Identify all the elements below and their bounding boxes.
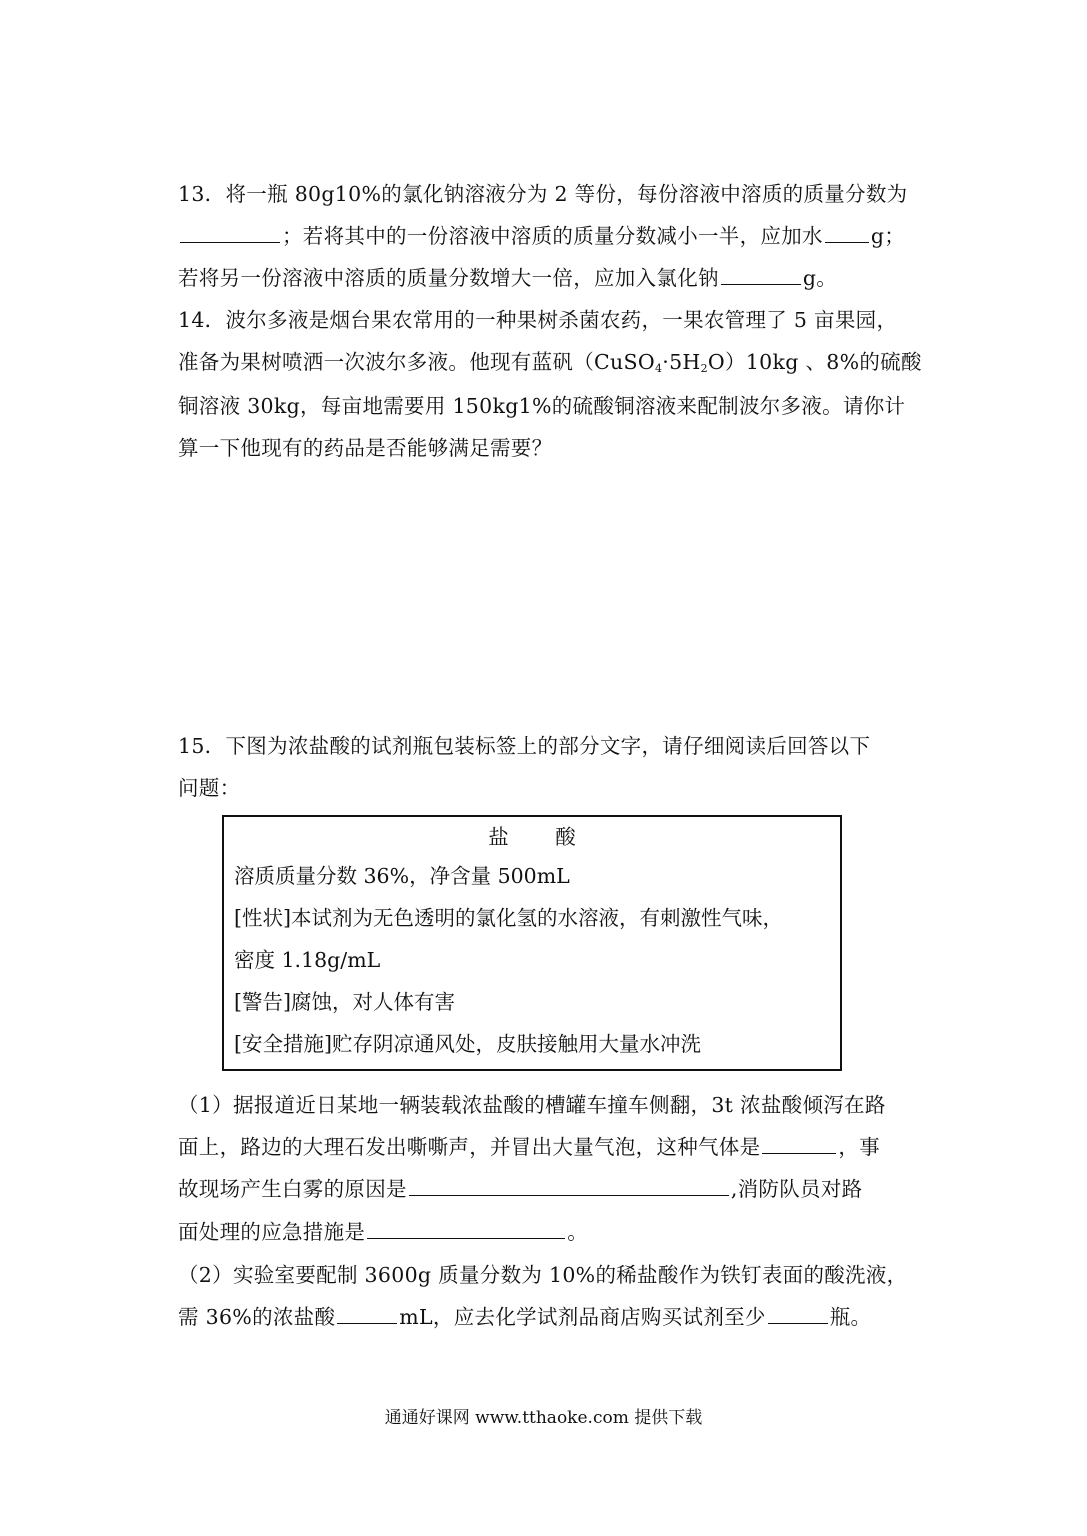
q14-line2-start: 准备为果树喷洒一次波尔多液。他现有蓝矾（CuSO [178,350,655,374]
q13-line3-text: 若将另一份溶液中溶质的质量分数增大一倍，应加入氯化钠 [178,266,719,290]
label-line-4: [警告]腐蚀，对人体有害 [234,990,455,1014]
answer-blank [180,222,280,243]
q14-line2-end: O）10kg 、8%的硫酸 [707,350,922,374]
subscript: 4 [654,362,663,375]
q13-line2-text: ；若将其中的一份溶液中溶质的质量分数减小一半，应加水 [282,224,823,248]
label-line-5: [安全措施]贮存阴凉通风处，皮肤接触用大量水冲洗 [234,1032,701,1056]
q15-p2-line2-end: 瓶。 [829,1305,872,1329]
q14-line2-mid: ·5H [662,350,701,374]
reagent-label-box [222,815,842,1071]
q15-line1: 15．下图为浓盐酸的试剂瓶包装标签上的部分文字，请仔细阅读后回答以下 [178,734,871,758]
q15-p1-line3-end: ,消防队员对路 [730,1177,863,1201]
q15-p1-line2 [178,1133,880,1161]
q13-line2 [178,222,905,250]
q15-p1-line3-text: 故现场产生白雾的原因是 [178,1177,407,1201]
q13-line3 [178,264,837,292]
q13-line2-end: g； [870,224,906,248]
subscript: 2 [700,362,708,375]
label-title: 盐 酸 [488,825,576,849]
q15-p2-line2-mid: mL，应去化学试剂品商店购买试剂至少 [399,1305,766,1329]
q14-line3: 铜溶液 30kg，每亩地需要用 150kg1%的硫酸铜溶液来配制波尔多液。请你计 [178,394,906,418]
q13-line1: 13．将一瓶 80g10%的氯化钠溶液分为 2 等份，每份溶液中溶质的质量分数为 [178,182,908,206]
answer-blank [768,1303,828,1324]
q15-p2-line1: （2）实验室要配制 3600g 质量分数为 10%的稀盐酸作为铁钉表面的酸洗液， [178,1263,908,1287]
q14-line2 [178,348,922,383]
q14-line4: 算一下他现有的药品是否能够满足需要？ [178,436,553,460]
q15-p1-line2-text: 面上，路边的大理石发出嘶嘶声，并冒出大量气泡，这种气体是 [178,1135,761,1159]
q13-line3-end: g。 [802,266,838,290]
q15-p1-line2-end: ，事 [838,1135,881,1159]
q15-p1-line4 [178,1218,588,1246]
label-line-3: 密度 1.18g/mL [234,948,381,972]
q14-line1: 14．波尔多液是烟台果农常用的一种果树杀菌农药，一果农管理了 5 亩果园， [178,308,898,332]
answer-blank [337,1303,397,1324]
q15-p1-line4-text: 面处理的应急措施是 [178,1220,366,1244]
q15-p1-line3 [178,1175,862,1203]
answer-blank [367,1218,565,1239]
page-footer: 通通好课网 www.tthaoke.com 提供下载 [384,1408,703,1428]
q15-p2-line2 [178,1303,871,1331]
answer-blank [721,264,801,285]
q15-p2-line2-start: 需 36%的浓盐酸 [178,1305,336,1329]
q15-p1-line1: （1）据报道近日某地一辆装载浓盐酸的槽罐车撞车侧翻，3t 浓盐酸倾泻在路 [178,1093,886,1117]
label-line-2: [性状]本试剂为无色透明的氯化氢的水溶液，有刺激性气味， [234,906,783,930]
q15-p1-line4-end: 。 [567,1220,589,1244]
answer-blank [762,1133,836,1154]
q15-line2: 问题： [178,776,241,800]
answer-blank [825,222,869,243]
label-line-1: 溶质质量分数 36%，净含量 500mL [234,864,570,888]
answer-blank [409,1175,729,1196]
